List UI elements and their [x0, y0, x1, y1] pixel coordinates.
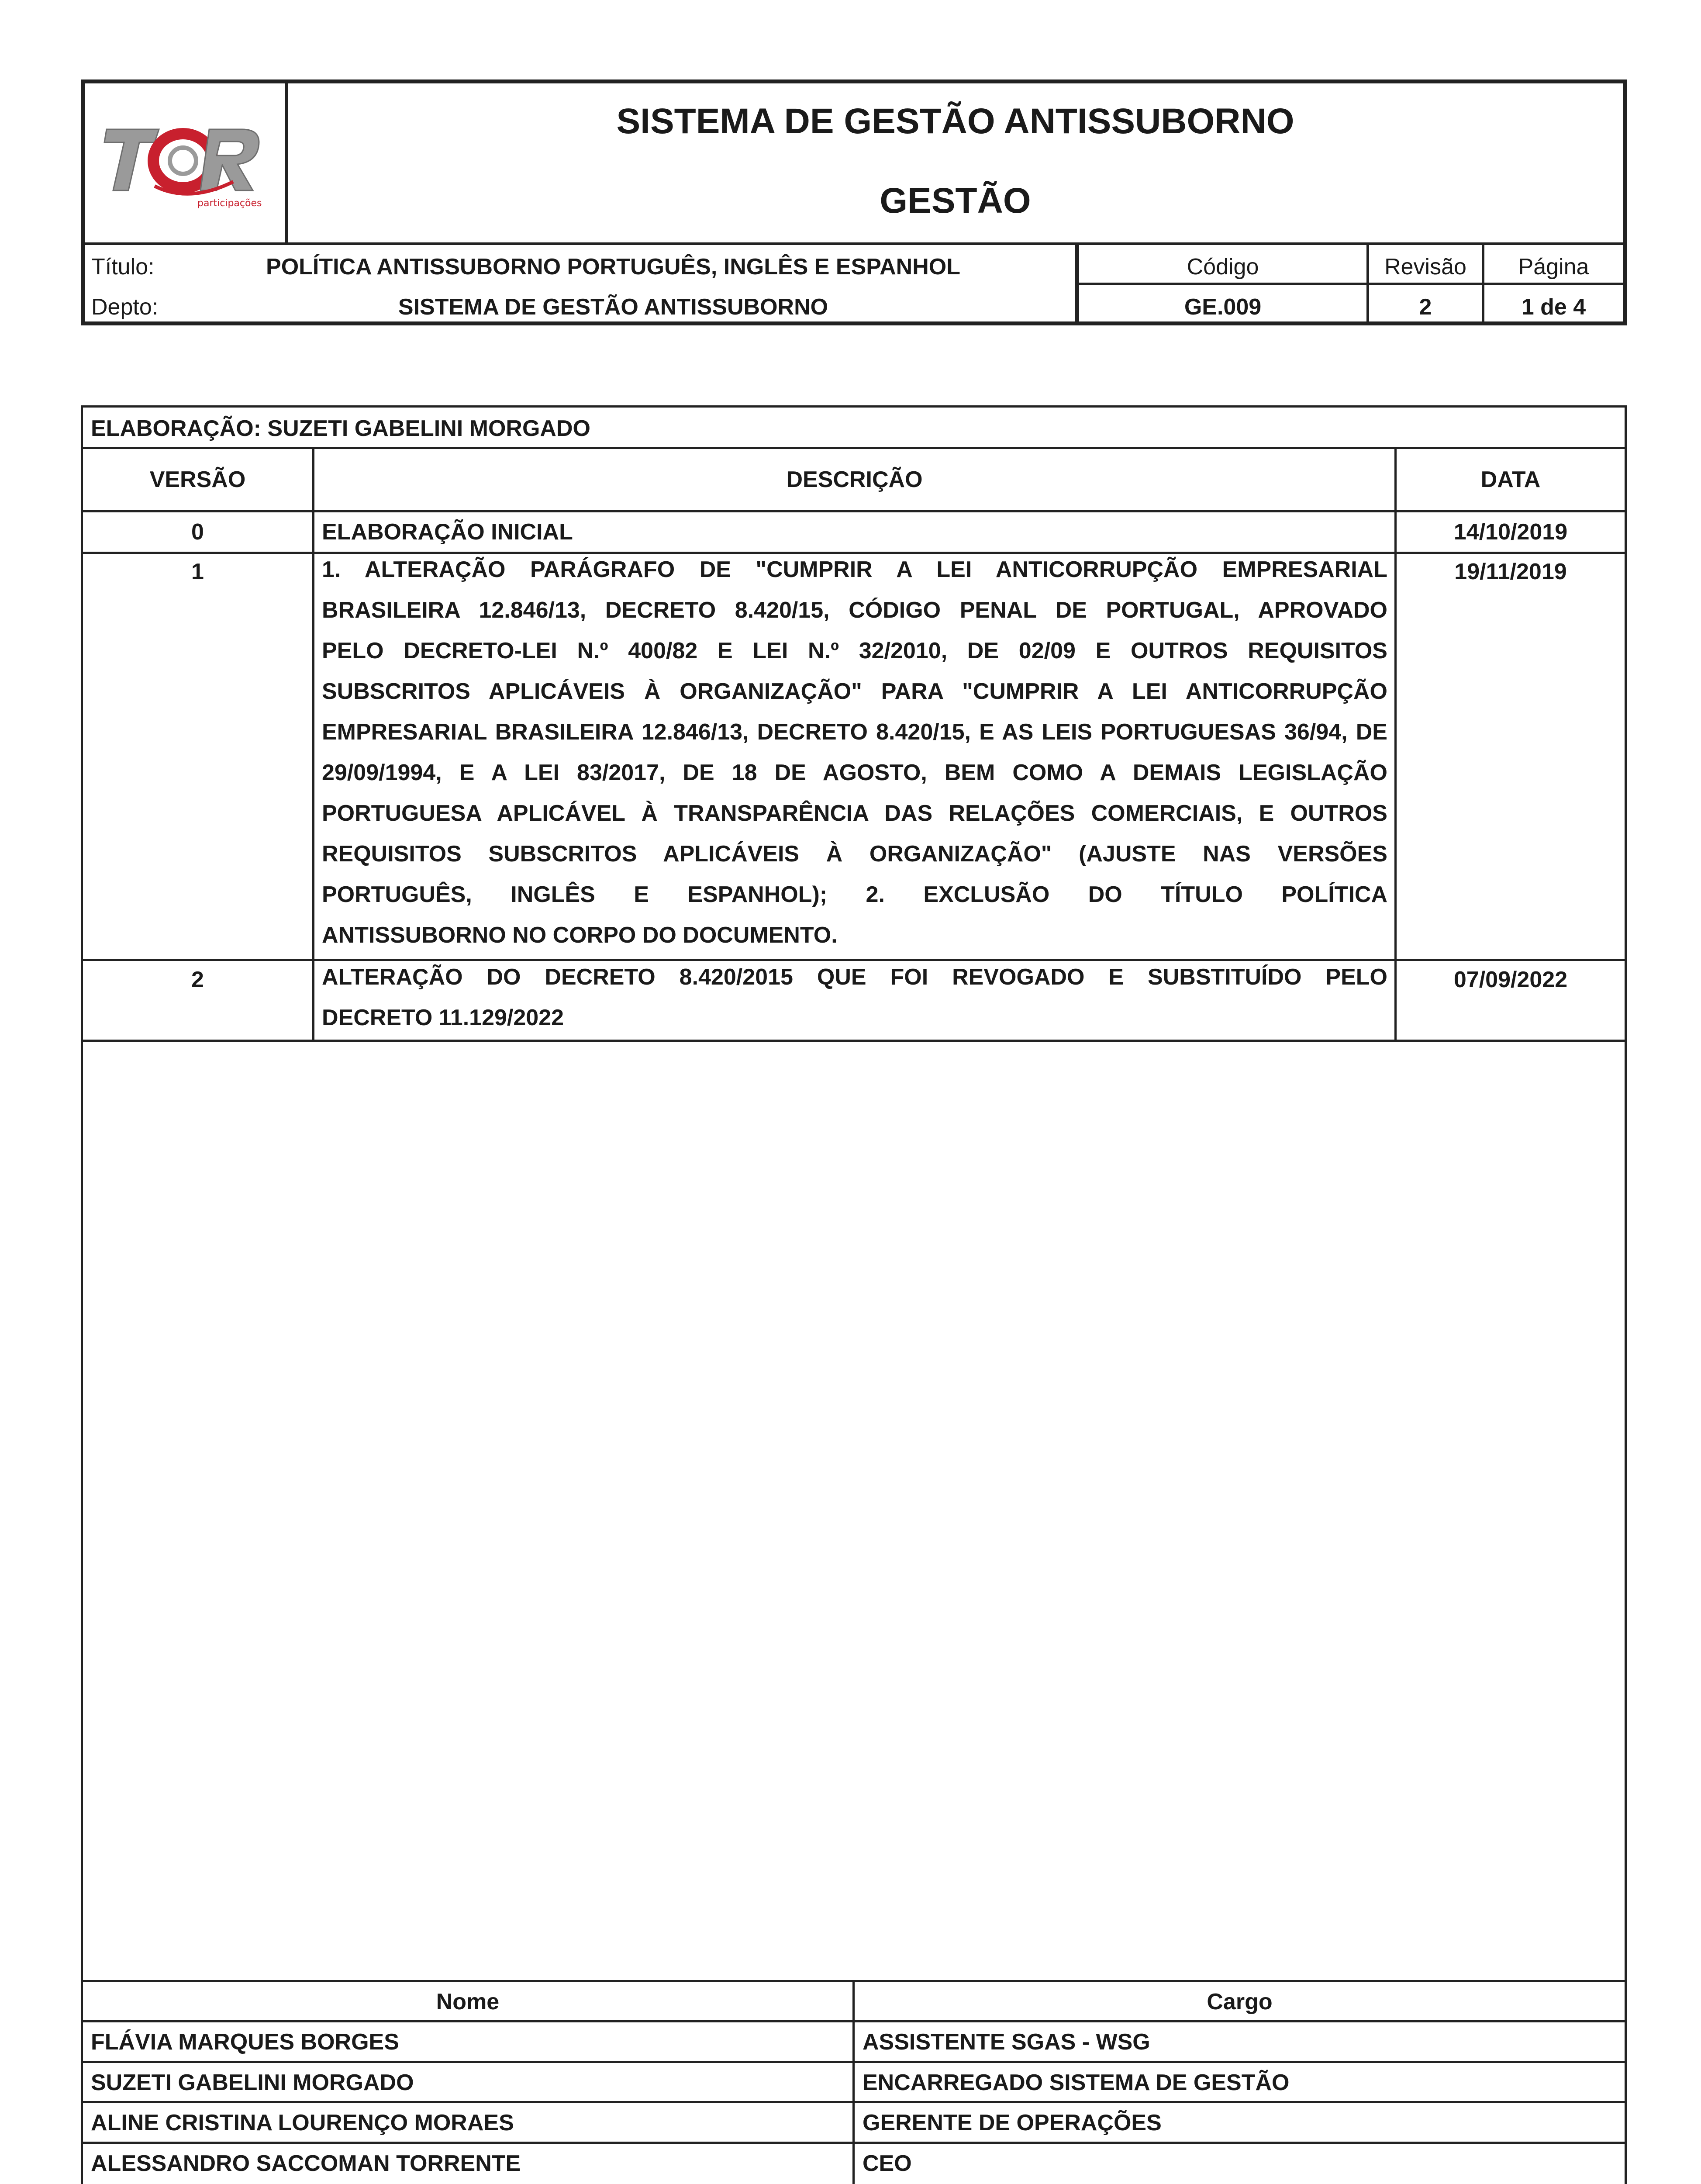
row-versao: 2 [191, 967, 204, 992]
system-title: SISTEMA DE GESTÃO ANTISSUBORNO [616, 101, 1294, 141]
pagina-value: 1 de 4 [1521, 294, 1586, 320]
depto-row [85, 285, 1075, 325]
approver-role: CEO [863, 2151, 912, 2176]
approver-name: ALESSANDRO SACCOMAN TORRENTE [91, 2151, 521, 2176]
codigo-value: GE.009 [1184, 294, 1262, 320]
row-descricao-line: ALTERAÇÃO DO DECRETO 8.420/2015 QUE FOI REVOGADO E SUBSTITUÍDO PELO [322, 964, 1387, 990]
approver-name: FLÁVIA MARQUES BORGES [91, 2029, 399, 2055]
titulo-row [85, 245, 1075, 285]
row-descricao-line: PORTUGUÊS, INGLÊS E ESPANHOL); 2. EXCLUSÃO DO TÍTULO POLÍTICA [322, 882, 1387, 907]
logo-cell [85, 83, 288, 245]
pagina-label: Página [1518, 254, 1589, 280]
row-descricao-line: ANTISSUBORNO NO CORPO DO DOCUMENTO. [322, 923, 838, 948]
col-header-descricao: DESCRIÇÃO [786, 467, 923, 492]
col-header-cargo: Cargo [1207, 1989, 1273, 2015]
revisao-label: Revisão [1384, 254, 1466, 280]
row-descricao-line: SUBSCRITOS APLICÁVEIS À ORGANIZAÇÃO" PARA "CUMPRIR A LEI ANTICORRUPÇÃO [322, 679, 1387, 704]
row-data: 19/11/2019 [1454, 559, 1567, 584]
row-descricao-line: EMPRESARIAL BRASILEIRA 12.846/13, DECRETO 8.420/15, E AS LEIS PORTUGUESAS 36/94, DE [322, 719, 1387, 745]
row-descricao-line: ELABORAÇÃO INICIAL [322, 519, 573, 545]
depto-label: Depto: [91, 294, 159, 320]
approver-name: ALINE CRISTINA LOURENÇO MORAES [91, 2110, 514, 2136]
col-header-versao: VERSÃO [149, 467, 246, 492]
revision-history-table [81, 405, 1627, 2184]
row-versao: 0 [191, 519, 204, 545]
company-logo [102, 121, 268, 208]
logo-subtext: participações [197, 198, 262, 209]
document-header [81, 79, 1627, 325]
row-descricao [322, 957, 1387, 1038]
approver-role: GERENTE DE OPERAÇÕES [863, 2110, 1162, 2136]
row-descricao-line: 1. ALTERAÇÃO PARÁGRAFO DE "CUMPRIR A LEI ANTICORRUPÇÃO EMPRESARIAL [322, 557, 1387, 582]
revisao-value: 2 [1419, 294, 1432, 320]
row-descricao-line: PELO DECRETO-LEI N.º 400/82 E LEI N.º 32/2010, DE 02/09 E OUTROS REQUISITOS [322, 638, 1387, 663]
row-descricao-line: PORTUGUESA APLICÁVEL À TRANSPARÊNCIA DAS RELAÇÕES COMERCIAIS, E OUTROS [322, 801, 1387, 826]
depto-value: SISTEMA DE GESTÃO ANTISSUBORNO [398, 294, 828, 320]
row-descricao-line: DECRETO 11.129/2022 [322, 1005, 564, 1030]
row-descricao-line: 29/09/1994, E A LEI 83/2017, DE 18 DE AGOSTO, BEM COMO A DEMAIS LEGISLAÇÃO [322, 760, 1387, 785]
row-data: 14/10/2019 [1453, 519, 1568, 545]
approver-name: SUZETI GABELINI MORGADO [91, 2070, 414, 2095]
row-descricao [322, 549, 1387, 956]
codigo-label: Código [1187, 254, 1259, 280]
row-descricao-line: REQUISITOS SUBSCRITOS APLICÁVEIS À ORGANIZAÇÃO" (AJUSTE NAS VERSÕES [322, 841, 1387, 867]
col-header-data: DATA [1480, 467, 1541, 492]
system-subtitle: GESTÃO [880, 181, 1031, 221]
elaboracao-label: ELABORAÇÃO: SUZETI GABELINI MORGADO [91, 416, 590, 441]
title-cell [288, 83, 1623, 245]
titulo-label: Título: [91, 254, 155, 280]
titulo-value: POLÍTICA ANTISSUBORNO PORTUGUÊS, INGLÊS E ESPANHOL [266, 254, 960, 280]
approver-role: ENCARREGADO SISTEMA DE GESTÃO [863, 2070, 1290, 2095]
row-descricao-line: BRASILEIRA 12.846/13, DECRETO 8.420/15, CÓDIGO PENAL DE PORTUGAL, APROVADO [322, 598, 1387, 623]
row-versao: 1 [191, 559, 204, 584]
row-data: 07/09/2022 [1453, 967, 1568, 992]
col-header-nome: Nome [436, 1989, 500, 2015]
approver-role: ASSISTENTE SGAS - WSG [863, 2029, 1150, 2055]
